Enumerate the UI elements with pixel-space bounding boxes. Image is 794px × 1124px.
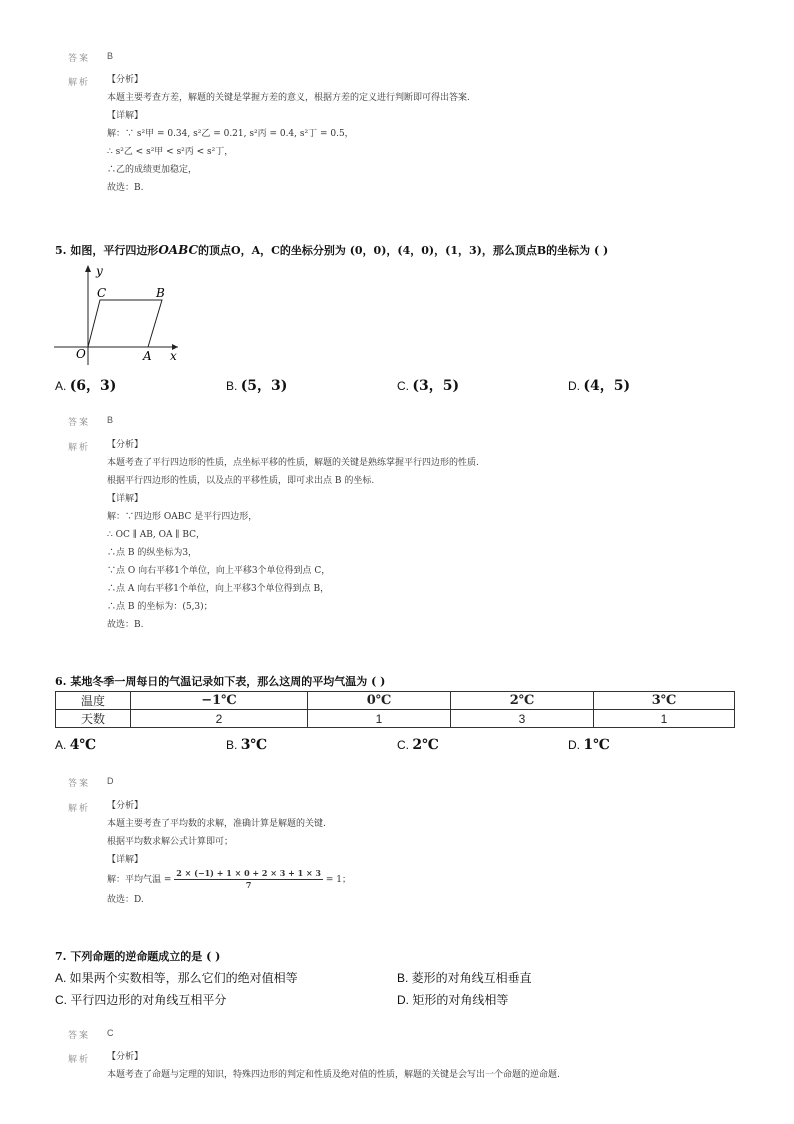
question-7-stem: 7. 下列命题的逆命题成立的是 ( ) — [55, 950, 221, 963]
label-c: C — [97, 286, 107, 300]
option-a: A. 如果两个实数相等，那么它们的绝对值相等 — [55, 971, 298, 985]
stem-prefix: 5. 如图，平行四边形 — [55, 244, 159, 257]
answer-value: B — [107, 415, 114, 425]
option-letter: D. — [568, 379, 580, 393]
option-b — [226, 375, 287, 395]
analysis-line: 【分析】 — [107, 75, 144, 85]
analysis-line: ∴点 B 的坐标为：(5,3)； — [107, 602, 213, 612]
option-letter: C. — [397, 738, 409, 752]
option-letter: A. — [55, 379, 67, 393]
option-value: 3℃ — [240, 737, 268, 753]
answer-tag: 答案 — [68, 417, 91, 427]
option-d: D. 矩形的对角线相等 — [397, 993, 509, 1007]
table-cell: 0℃ — [308, 692, 451, 710]
label-a: A — [143, 349, 152, 363]
analysis-block — [107, 1048, 560, 1084]
analysis-line: 【分析】 — [107, 440, 144, 450]
option-value: 1℃ — [583, 737, 610, 753]
table-cell: 1 — [594, 710, 735, 728]
option-letter: B. — [226, 379, 238, 393]
option-letter: C. — [397, 379, 409, 393]
analysis-line: 【分析】 — [107, 1052, 144, 1062]
analysis-line: ∴点 A 向右平移1个单位，向上平移3个单位得到点 B， — [107, 584, 330, 594]
solution-prefix: 解：平均气温 = — [107, 875, 172, 885]
analysis-line: 根据平行四边形的性质，以及点的平移性质，即可求出点 B 的坐标. — [107, 476, 375, 486]
table-row — [56, 692, 735, 710]
question-6-stem: 6. 某地冬季一周每日的气温记录如下表，那么这周的平均气温为 ( ) — [55, 675, 386, 688]
table-row — [56, 710, 735, 728]
analysis-line: 故选：D. — [107, 895, 144, 905]
analysis-line: 故选：B. — [107, 183, 144, 193]
answer-value: B — [107, 51, 114, 61]
answer-tag: 答案 — [68, 53, 91, 63]
answer-tag: 答案 — [68, 1030, 91, 1040]
option-c: C. 平行四边形的对角线互相平分 — [55, 993, 227, 1007]
analysis-line: 【详解】 — [107, 855, 144, 865]
label-x: x — [170, 349, 177, 363]
table-cell: 2℃ — [451, 692, 594, 710]
analysis-block — [107, 436, 479, 634]
table-cell: −1℃ — [131, 692, 308, 710]
analysis-line: 【详解】 — [107, 494, 144, 504]
option-c — [397, 375, 459, 395]
option-letter: A. — [55, 738, 67, 752]
analysis-block — [107, 797, 326, 869]
temperature-table — [55, 691, 735, 728]
analysis-line: ∴点 B 的纵坐标为3， — [107, 548, 198, 558]
fraction-numerator: 2 × (−1) + 1 × 0 + 2 × 3 + 1 × 3 — [176, 868, 321, 878]
parallelogram-shape — [88, 300, 162, 347]
option-a — [55, 737, 96, 753]
analysis-line: 故选：B. — [107, 620, 144, 630]
table-header-cell: 天数 — [56, 710, 131, 728]
analysis-tag: 解析 — [68, 442, 91, 452]
analysis-line: 【详解】 — [107, 111, 144, 121]
option-value: (3，5) — [412, 378, 460, 394]
option-b — [226, 737, 267, 753]
analysis-line: 解：∵ s²甲 = 0.34, s²乙 = 0.21, s²丙 = 0.4, s²丁 = 0.5， — [107, 129, 354, 139]
analysis-tag: 解析 — [68, 803, 91, 813]
parallelogram-figure — [52, 262, 182, 367]
table-cell: 3 — [451, 710, 594, 728]
y-axis-arrow — [85, 265, 91, 272]
analysis-line: 本题主要考查了平均数的求解，准确计算是解题的关键. — [107, 819, 326, 829]
analysis-line: 解：∵四边形 OABC 是平行四边形， — [107, 512, 258, 522]
option-b: B. 菱形的对角线互相垂直 — [397, 971, 532, 985]
analysis-line: 本题考查了命题与定理的知识，特殊四边形的判定和性质及绝对值的性质，解题的关键是会写出一个命题的逆命题. — [107, 1070, 560, 1080]
answer-value: C — [107, 1028, 114, 1038]
answer-tag: 答案 — [68, 778, 91, 788]
fraction-denominator: 7 — [245, 880, 252, 890]
analysis-line: 根据平均数求解公式计算即可； — [107, 837, 234, 847]
label-y: y — [96, 264, 103, 278]
analysis-line: ∴ OC ∥ AB, OA ∥ BC， — [107, 530, 205, 540]
option-a — [55, 375, 116, 395]
analysis-block — [107, 71, 470, 197]
solution-fraction — [174, 868, 323, 891]
table-cell: 3℃ — [594, 692, 735, 710]
analysis-line: ∵点 O 向右平移1个单位，向上平移3个单位得到点 C， — [107, 566, 331, 576]
option-d — [568, 737, 610, 753]
option-c — [397, 737, 439, 753]
option-value: (6，3) — [69, 378, 117, 394]
option-value: 2℃ — [412, 737, 439, 753]
option-value: (5，3) — [240, 378, 288, 394]
option-value: 4℃ — [69, 737, 97, 753]
analysis-line: 本题主要考查方差，解题的关键是掌握方差的意义，根据方差的定义进行判断即可得出答案. — [107, 93, 470, 103]
analysis-line: ∴ s²乙 < s²甲 < s²丙 < s²丁， — [107, 147, 234, 157]
label-o: O — [76, 347, 86, 361]
analysis-tag: 解析 — [68, 1054, 91, 1064]
analysis-tag: 解析 — [68, 77, 91, 87]
option-letter: B. — [226, 738, 238, 752]
solution-suffix: = 1； — [325, 875, 352, 885]
analysis-line: ∴乙的成绩更加稳定， — [107, 165, 198, 175]
question-5-stem — [55, 242, 608, 258]
table-cell: 2 — [131, 710, 308, 728]
stem-suffix: 的顶点O，A，C的坐标分别为 (0，0)，(4，0)，(1，3)，那么顶点B的坐标为 ( ) — [198, 244, 609, 257]
analysis-line: 【分析】 — [107, 801, 144, 811]
analysis-line: 本题考查了平行四边形的性质，点坐标平移的性质，解题的关键是熟练掌握平行四边形的性质. — [107, 458, 479, 468]
label-b: B — [156, 286, 165, 300]
table-header-cell: 温度 — [56, 692, 131, 710]
answer-value: D — [107, 776, 114, 786]
option-d — [568, 375, 630, 395]
solution-line — [107, 868, 351, 891]
option-letter: D. — [568, 738, 580, 752]
stem-variable: OABC — [158, 243, 198, 257]
table-cell: 1 — [308, 710, 451, 728]
option-value: (4，5) — [583, 378, 631, 394]
